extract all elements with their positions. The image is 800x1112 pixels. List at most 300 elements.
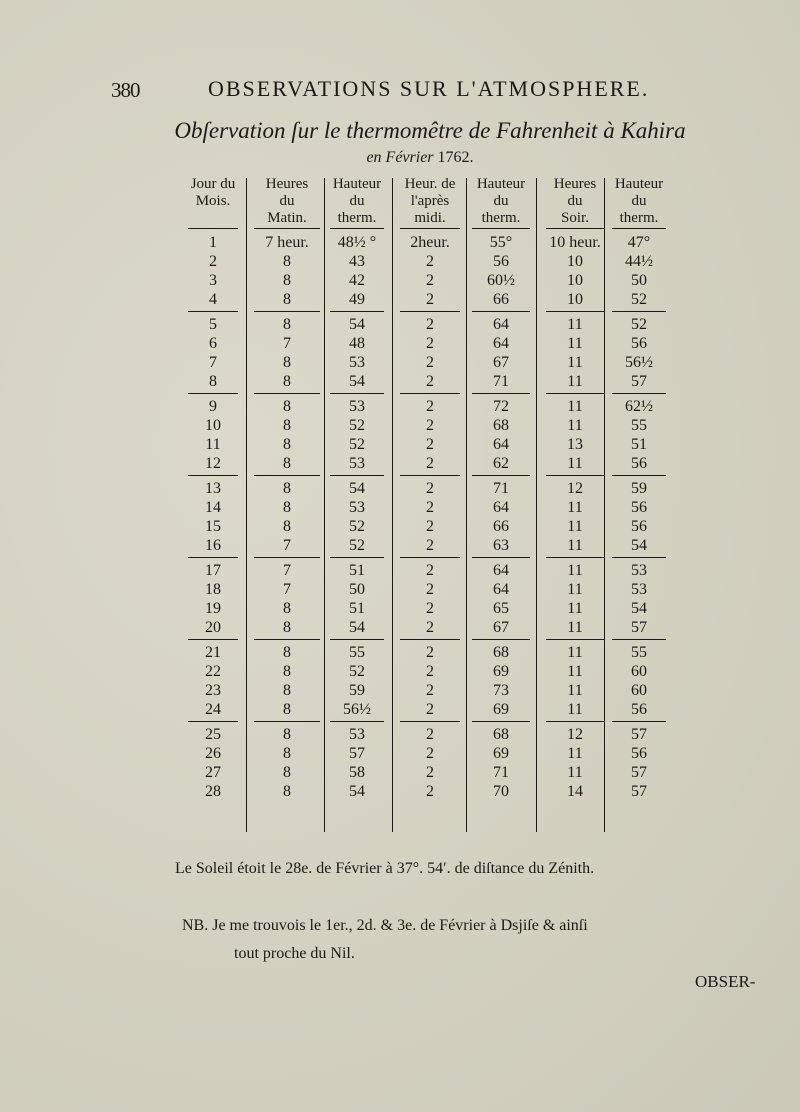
- cell-evening-temp: 59: [631, 480, 647, 497]
- group-divider: [612, 721, 666, 722]
- cell-morning-hour: 7: [283, 562, 291, 579]
- cell-afternoon-hour: 2: [426, 663, 434, 680]
- group-divider: [400, 721, 460, 722]
- cell-afternoon-temp: 64: [493, 436, 509, 453]
- group-divider: [472, 639, 530, 640]
- cell-morning-hour: 8: [283, 745, 291, 762]
- group-divider: [472, 228, 530, 229]
- group-divider: [254, 393, 320, 394]
- cell-evening-hour: 10: [567, 272, 583, 289]
- cell-day: 7: [209, 354, 217, 371]
- cell-evening-temp: 57: [631, 373, 647, 390]
- cell-evening-hour: 11: [567, 619, 583, 636]
- table-row: [184, 253, 653, 272]
- group-divider: [330, 721, 384, 722]
- cell-morning-hour: 7: [283, 335, 291, 352]
- group-divider: [472, 721, 530, 722]
- table-row: [184, 764, 647, 783]
- cell-afternoon-hour: 2: [426, 480, 434, 497]
- cell-morning-hour: 7: [283, 537, 291, 554]
- cell-morning-temp: 53: [349, 455, 365, 472]
- cell-afternoon-temp: 67: [493, 619, 509, 636]
- cell-morning-hour: 8: [283, 373, 291, 390]
- cell-afternoon-hour: 2: [426, 335, 434, 352]
- cell-day: 6: [209, 335, 217, 352]
- cell-morning-hour: 8: [283, 316, 291, 333]
- group-divider: [612, 639, 666, 640]
- cell-afternoon-hour: 2: [426, 499, 434, 516]
- cell-day: 26: [205, 745, 221, 762]
- cell-evening-hour: 10 heur.: [549, 234, 601, 251]
- table-row: [184, 600, 647, 619]
- cell-morning-hour: 8: [283, 436, 291, 453]
- cell-morning-hour: 8: [283, 455, 291, 472]
- cell-afternoon-hour: 2: [426, 726, 434, 743]
- column-header-line: Soir.: [561, 210, 589, 226]
- table-row: [184, 272, 647, 291]
- cell-evening-hour: 11: [567, 316, 583, 333]
- cell-evening-temp: 56: [631, 518, 647, 535]
- cell-evening-temp: 54: [631, 537, 647, 554]
- group-divider: [400, 393, 460, 394]
- table-row: [184, 518, 647, 537]
- group-divider: [188, 557, 238, 558]
- cell-morning-hour: 8: [283, 253, 291, 270]
- cell-day: 16: [205, 537, 221, 554]
- column-header-line: Hauteur: [332, 176, 382, 192]
- cell-morning-temp: 53: [349, 398, 365, 415]
- cell-afternoon-hour: 2: [426, 600, 434, 617]
- cell-morning-hour: 7: [283, 581, 291, 598]
- cell-afternoon-hour: 2: [426, 701, 434, 718]
- group-divider: [612, 311, 666, 312]
- running-head: OBSERVATIONS SUR L'ATMOSPHERE.: [208, 76, 650, 101]
- cell-afternoon-temp: 55°: [489, 234, 513, 251]
- nb-note-line-2: tout proche du Nil.: [234, 945, 355, 962]
- cell-morning-temp: 49: [349, 291, 365, 308]
- group-divider: [188, 639, 238, 640]
- cell-morning-temp: 52: [349, 436, 365, 453]
- cell-evening-hour: 11: [567, 745, 583, 762]
- cell-evening-temp: 55: [631, 644, 647, 661]
- cell-day: 12: [205, 455, 221, 472]
- table-row: [184, 619, 647, 638]
- cell-morning-hour: 8: [283, 518, 291, 535]
- cell-morning-hour: 8: [283, 354, 291, 371]
- cell-morning-temp: 48: [349, 335, 365, 352]
- page-number: 380: [111, 78, 140, 102]
- cell-evening-temp: 47°: [627, 234, 651, 251]
- table-row: [184, 562, 647, 581]
- cell-evening-hour: 11: [567, 455, 583, 472]
- cell-afternoon-hour: 2: [426, 373, 434, 390]
- group-divider: [400, 639, 460, 640]
- group-divider: [472, 475, 530, 476]
- table-row: [184, 316, 647, 335]
- group-divider: [546, 393, 604, 394]
- cell-morning-temp: 54: [349, 783, 365, 800]
- group-divider: [612, 557, 666, 558]
- cell-afternoon-hour: 2: [426, 619, 434, 636]
- column-header-line: du: [567, 193, 583, 209]
- group-divider: [188, 721, 238, 722]
- cell-morning-temp: 56½: [343, 701, 371, 718]
- cell-morning-hour: 8: [283, 644, 291, 661]
- cell-afternoon-hour: 2: [426, 253, 434, 270]
- column-header-line: therm.: [619, 210, 659, 226]
- cell-evening-temp: 56: [631, 335, 647, 352]
- cell-afternoon-hour: 2: [426, 417, 434, 434]
- cell-afternoon-hour: 2: [426, 436, 434, 453]
- cell-afternoon-temp: 64: [493, 316, 509, 333]
- cell-afternoon-hour: 2: [426, 291, 434, 308]
- cell-afternoon-hour: 2heur.: [410, 234, 450, 251]
- cell-evening-temp: 56: [631, 701, 647, 718]
- table-row: [184, 537, 647, 556]
- cell-evening-hour: 11: [567, 644, 583, 661]
- cell-morning-temp: 43: [349, 253, 365, 270]
- cell-evening-temp: 57: [631, 726, 647, 743]
- cell-evening-temp: 60: [631, 682, 647, 699]
- group-divider: [546, 311, 604, 312]
- table-row: [184, 682, 647, 701]
- cell-morning-hour: 8: [283, 701, 291, 718]
- cell-afternoon-temp: 69: [493, 745, 509, 762]
- cell-evening-temp: 53: [631, 581, 647, 598]
- column-header-line: Heures: [553, 176, 597, 192]
- cell-morning-hour: 8: [283, 398, 291, 415]
- cell-evening-hour: 11: [567, 499, 583, 516]
- group-divider: [330, 639, 384, 640]
- cell-evening-temp: 56: [631, 455, 647, 472]
- table-row: [184, 499, 647, 518]
- group-divider: [254, 639, 320, 640]
- cell-morning-hour: 8: [283, 499, 291, 516]
- cell-day: 2: [209, 253, 217, 270]
- cell-day: 22: [205, 663, 221, 680]
- cell-evening-hour: 11: [567, 701, 583, 718]
- column-header-line: Mois.: [195, 193, 231, 209]
- group-divider: [254, 475, 320, 476]
- cell-morning-hour: 8: [283, 764, 291, 781]
- table-title: Obſervation ſur le thermomêtre de Fahrenheit à Kahira: [174, 118, 686, 143]
- cell-afternoon-temp: 56: [493, 253, 509, 270]
- column-header-line: Heur. de: [404, 176, 456, 192]
- cell-afternoon-temp: 64: [493, 499, 509, 516]
- group-divider: [400, 311, 460, 312]
- table-subtitle: [0, 149, 800, 167]
- cell-evening-hour: 11: [567, 600, 583, 617]
- cell-day: 11: [205, 436, 221, 453]
- column-header: [396, 176, 464, 227]
- column-header-line: du: [279, 193, 295, 209]
- cell-day: 3: [209, 272, 217, 289]
- cell-evening-temp: 55: [631, 417, 647, 434]
- column-header-line: Matin.: [267, 210, 307, 226]
- group-divider: [188, 475, 238, 476]
- column-header-line: l'après: [410, 193, 450, 209]
- group-divider: [330, 475, 384, 476]
- cell-afternoon-temp: 72: [493, 398, 509, 415]
- cell-evening-temp: 53: [631, 562, 647, 579]
- cell-afternoon-temp: 69: [493, 701, 509, 718]
- cell-evening-hour: 11: [567, 663, 583, 680]
- cell-day: 21: [205, 644, 221, 661]
- cell-afternoon-hour: 2: [426, 354, 434, 371]
- column-header-line: therm.: [337, 210, 377, 226]
- cell-morning-hour: 8: [283, 726, 291, 743]
- cell-afternoon-temp: 71: [493, 373, 509, 390]
- cell-evening-hour: 10: [567, 291, 583, 308]
- cell-morning-temp: 50: [349, 581, 365, 598]
- cell-day: 10: [205, 417, 221, 434]
- subtitle-month: en Février: [366, 149, 434, 166]
- table-row: [184, 581, 647, 600]
- table-row: [184, 417, 647, 436]
- cell-afternoon-hour: 2: [426, 398, 434, 415]
- cell-afternoon-temp: 60½: [487, 272, 515, 289]
- cell-morning-hour: 8: [283, 417, 291, 434]
- group-divider: [330, 228, 384, 229]
- group-divider: [546, 475, 604, 476]
- cell-evening-hour: 11: [567, 398, 583, 415]
- cell-evening-hour: 12: [567, 726, 583, 743]
- cell-morning-hour: 8: [283, 480, 291, 497]
- group-divider: [188, 393, 238, 394]
- cell-day: 17: [205, 562, 221, 579]
- cell-day: 19: [205, 600, 221, 617]
- cell-evening-temp: 60: [631, 663, 647, 680]
- cell-afternoon-hour: 2: [426, 562, 434, 579]
- group-divider: [472, 557, 530, 558]
- table-row: [184, 480, 647, 499]
- cell-morning-temp: 52: [349, 537, 365, 554]
- cell-day: 27: [205, 764, 221, 781]
- group-divider: [546, 639, 604, 640]
- group-divider: [254, 228, 320, 229]
- nb-note-line-1: NB. Je me trouvois le 1er., 2d. & 3e. de Février à Dsjiſe & ainſi: [182, 917, 588, 934]
- group-divider: [254, 557, 320, 558]
- cell-morning-hour: 8: [283, 663, 291, 680]
- cell-morning-temp: 59: [349, 682, 365, 699]
- group-divider: [472, 311, 530, 312]
- cell-morning-temp: 54: [349, 480, 365, 497]
- cell-day: 9: [209, 398, 217, 415]
- cell-morning-temp: 53: [349, 354, 365, 371]
- cell-evening-temp: 56½: [625, 354, 653, 371]
- cell-afternoon-hour: 2: [426, 764, 434, 781]
- cell-evening-temp: 57: [631, 783, 647, 800]
- cell-afternoon-hour: 2: [426, 455, 434, 472]
- cell-afternoon-temp: 64: [493, 335, 509, 352]
- cell-evening-hour: 14: [567, 783, 583, 800]
- cell-morning-temp: 54: [349, 373, 365, 390]
- column-header: [542, 176, 608, 227]
- table-row: [184, 783, 647, 802]
- cell-morning-temp: 48½ °: [337, 234, 377, 251]
- cell-morning-temp: 51: [349, 600, 365, 617]
- cell-afternoon-temp: 68: [493, 417, 509, 434]
- cell-day: 8: [209, 373, 217, 390]
- group-divider: [330, 393, 384, 394]
- cell-afternoon-temp: 68: [493, 644, 509, 661]
- cell-afternoon-temp: 63: [493, 537, 509, 554]
- subtitle-year: 1762.: [437, 149, 474, 166]
- group-divider: [612, 228, 666, 229]
- cell-day: 23: [205, 682, 221, 699]
- cell-evening-temp: 56: [631, 499, 647, 516]
- cell-afternoon-temp: 67: [493, 354, 509, 371]
- table-row: [184, 373, 647, 392]
- cell-day: 24: [205, 701, 221, 718]
- cell-evening-hour: 11: [567, 581, 583, 598]
- sun-note: Le Soleil étoit le 28e. de Février à 37°. 54′. de diſtance du Zénith.: [175, 860, 595, 877]
- cell-evening-hour: 11: [567, 537, 583, 554]
- cell-evening-hour: 10: [567, 253, 583, 270]
- cell-evening-temp: 44½: [625, 253, 653, 270]
- table-row: [184, 335, 647, 354]
- group-divider: [254, 721, 320, 722]
- cell-day: 4: [209, 291, 217, 308]
- cell-evening-temp: 50: [631, 272, 647, 289]
- group-divider: [400, 228, 460, 229]
- cell-evening-hour: 11: [567, 682, 583, 699]
- table-row: [184, 436, 647, 455]
- cell-morning-hour: 8: [283, 783, 291, 800]
- cell-afternoon-temp: 64: [493, 581, 509, 598]
- table-row: [184, 726, 647, 745]
- cell-evening-temp: 51: [631, 436, 647, 453]
- group-divider: [546, 228, 604, 229]
- cell-day: 13: [205, 480, 221, 497]
- group-divider: [546, 557, 604, 558]
- group-divider: [400, 557, 460, 558]
- cell-afternoon-temp: 70: [493, 783, 509, 800]
- cell-morning-hour: 8: [283, 291, 291, 308]
- cell-afternoon-hour: 2: [426, 581, 434, 598]
- cell-morning-temp: 58: [349, 764, 365, 781]
- column-header: [250, 176, 324, 227]
- cell-evening-temp: 57: [631, 764, 647, 781]
- group-divider: [188, 228, 238, 229]
- cell-afternoon-hour: 2: [426, 537, 434, 554]
- column-header-line: du: [493, 193, 509, 209]
- cell-afternoon-temp: 62: [493, 455, 509, 472]
- cell-morning-temp: 55: [349, 644, 365, 661]
- column-header-line: Jour du: [190, 176, 236, 192]
- group-divider: [612, 393, 666, 394]
- cell-morning-hour: 8: [283, 600, 291, 617]
- cell-morning-temp: 52: [349, 518, 365, 535]
- cell-evening-temp: 57: [631, 619, 647, 636]
- cell-afternoon-hour: 2: [426, 316, 434, 333]
- cell-morning-hour: 8: [283, 682, 291, 699]
- cell-evening-hour: 11: [567, 764, 583, 781]
- cell-afternoon-hour: 2: [426, 745, 434, 762]
- group-divider: [472, 393, 530, 394]
- cell-morning-temp: 52: [349, 663, 365, 680]
- cell-afternoon-hour: 2: [426, 518, 434, 535]
- cell-morning-temp: 53: [349, 499, 365, 516]
- cell-day: 28: [205, 783, 221, 800]
- table-row: [184, 663, 647, 682]
- cell-morning-temp: 57: [349, 745, 365, 762]
- cell-afternoon-temp: 71: [493, 764, 509, 781]
- cell-day: 25: [205, 726, 221, 743]
- cell-evening-hour: 11: [567, 562, 583, 579]
- catchword: OBSER-: [695, 972, 756, 991]
- cell-evening-temp: 62½: [625, 398, 653, 415]
- cell-afternoon-hour: 2: [426, 272, 434, 289]
- cell-evening-hour: 11: [567, 417, 583, 434]
- cell-day: 1: [209, 234, 217, 251]
- cell-afternoon-temp: 73: [493, 682, 509, 699]
- cell-afternoon-temp: 66: [493, 291, 509, 308]
- cell-day: 5: [209, 316, 217, 333]
- cell-morning-temp: 54: [349, 619, 365, 636]
- cell-afternoon-temp: 64: [493, 562, 509, 579]
- cell-day: 15: [205, 518, 221, 535]
- cell-evening-hour: 11: [567, 518, 583, 535]
- cell-day: 20: [205, 619, 221, 636]
- cell-morning-temp: 53: [349, 726, 365, 743]
- cell-evening-hour: 12: [567, 480, 583, 497]
- cell-morning-hour: 7 heur.: [265, 234, 309, 251]
- cell-morning-hour: 8: [283, 272, 291, 289]
- group-divider: [188, 311, 238, 312]
- cell-day: 14: [205, 499, 221, 516]
- group-divider: [254, 311, 320, 312]
- cell-evening-temp: 52: [631, 316, 647, 333]
- cell-afternoon-temp: 66: [493, 518, 509, 535]
- table-row: [184, 745, 647, 764]
- column-header: [468, 176, 534, 227]
- cell-afternoon-temp: 68: [493, 726, 509, 743]
- cell-evening-temp: 56: [631, 745, 647, 762]
- column-header-line: Heures: [265, 176, 309, 192]
- group-divider: [612, 475, 666, 476]
- cell-afternoon-hour: 2: [426, 783, 434, 800]
- cell-afternoon-temp: 69: [493, 663, 509, 680]
- column-header: [326, 176, 388, 227]
- cell-day: 18: [205, 581, 221, 598]
- cell-evening-hour: 13: [567, 436, 583, 453]
- column-header: [184, 176, 242, 210]
- column-header-line: therm.: [481, 210, 521, 226]
- cell-morning-hour: 8: [283, 619, 291, 636]
- cell-morning-temp: 54: [349, 316, 365, 333]
- column-header-line: du: [631, 193, 647, 209]
- cell-evening-temp: 52: [631, 291, 647, 308]
- cell-morning-temp: 42: [349, 272, 365, 289]
- table-row: [184, 291, 647, 310]
- column-header-line: Hauteur: [476, 176, 526, 192]
- cell-evening-temp: 54: [631, 600, 647, 617]
- table-row: [184, 455, 647, 474]
- cell-evening-hour: 11: [567, 373, 583, 390]
- column-header-line: du: [349, 193, 365, 209]
- table-row: [184, 644, 647, 663]
- cell-evening-hour: 11: [567, 335, 583, 352]
- group-divider: [330, 557, 384, 558]
- cell-morning-temp: 51: [349, 562, 365, 579]
- cell-afternoon-hour: 2: [426, 644, 434, 661]
- group-divider: [400, 475, 460, 476]
- table-row: [184, 701, 647, 720]
- cell-afternoon-hour: 2: [426, 682, 434, 699]
- column-header-line: Hauteur: [614, 176, 664, 192]
- table-row: [184, 234, 651, 253]
